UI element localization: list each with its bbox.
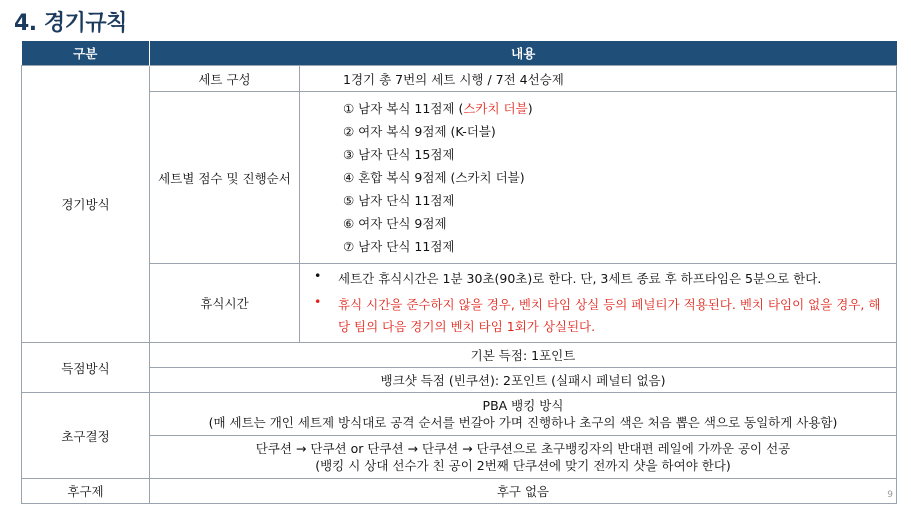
set-config-label: 세트 구성: [150, 66, 300, 92]
table-row: [22, 368, 897, 393]
table-row: [22, 92, 897, 264]
category-scoring: 득점방식: [22, 343, 150, 393]
page-title: 4. 경기규칙: [14, 11, 127, 36]
table-header-row: [22, 41, 897, 66]
category-break-decision: 초구결정: [22, 393, 150, 479]
header-category: 구분: [22, 41, 150, 66]
table-row: [22, 343, 897, 368]
set-score-list: [300, 92, 897, 264]
list-item: ③ 남자 단식 15점제: [343, 147, 455, 162]
bullet-icon: •: [314, 268, 322, 283]
list-item: ⑤ 남자 단식 11점제: [343, 193, 455, 208]
set-score-label: 세트별 점수 및 진행순서: [150, 92, 300, 264]
table-row: [22, 436, 897, 479]
header-content: 내용: [150, 41, 897, 66]
table-row: [22, 393, 897, 436]
bullet-icon: •: [314, 294, 322, 309]
list-item: ④ 혼합 복식 9점제 (스카치 더블): [343, 170, 525, 185]
page-number: 9: [887, 490, 893, 500]
set-config-value: 1경기 총 7번의 세트 시행 / 7전 4선승제: [300, 66, 897, 92]
break-decision-order: 단쿠션 → 단쿠션 or 단쿠션 → 단쿠션 → 단쿠션으로 초구뱅킹자의 반대편 레일에 가까운 공이 선공 (뱅킹 시 상대 선수가 친 공이 2번째 단쿠션에 맞기 전까지 샷을 하여야 한다): [150, 436, 897, 479]
break-decision-method: PBA 뱅킹 방식 (매 세트는 개인 세트제 방식대로 공격 순서를 번갈아 가며 진행하나 초구의 색은 처음 뽑은 색으로 동일하게 사용함): [150, 393, 897, 436]
table-row: [22, 479, 897, 504]
rules-table: [21, 41, 897, 504]
table-row: [22, 264, 897, 343]
break-time-content: [300, 264, 897, 343]
list-item: ② 여자 복식 9점제 (K-더블): [343, 124, 496, 139]
category-post-game: 후구제: [22, 479, 150, 504]
break-time-label: 휴식시간: [150, 264, 300, 343]
bullet-item: • 휴식 시간을 준수하지 않을 경우, 벤치 타임 상실 등의 페널티가 적용된다. 벤치 타임이 없을 경우, 해당 팀의 다음 경기의 벤치 타임 1회가 상실된다.: [314, 294, 881, 334]
list-item: ⑦ 남자 단식 11점제: [343, 239, 455, 254]
highlight-text: 스카치 더블: [463, 101, 528, 116]
list-item: ⑥ 여자 단식 9점제: [343, 216, 447, 231]
table-row: [22, 66, 897, 92]
list-item: ① 남자 복식 11점제 (스카치 더블): [343, 101, 533, 116]
bullet-item: • 세트간 휴식시간은 1분 30초(90초)로 한다. 단, 3세트 종료 후 하프타임은 5분으로 한다.: [314, 268, 822, 286]
post-game-value: 후구 없음: [150, 479, 897, 504]
category-game-method: 경기방식: [22, 66, 150, 343]
scoring-bank: 뱅크샷 득점 (빈쿠션): 2포인트 (실패시 페널티 없음): [150, 368, 897, 393]
scoring-basic: 기본 득점: 1포인트: [150, 343, 897, 368]
